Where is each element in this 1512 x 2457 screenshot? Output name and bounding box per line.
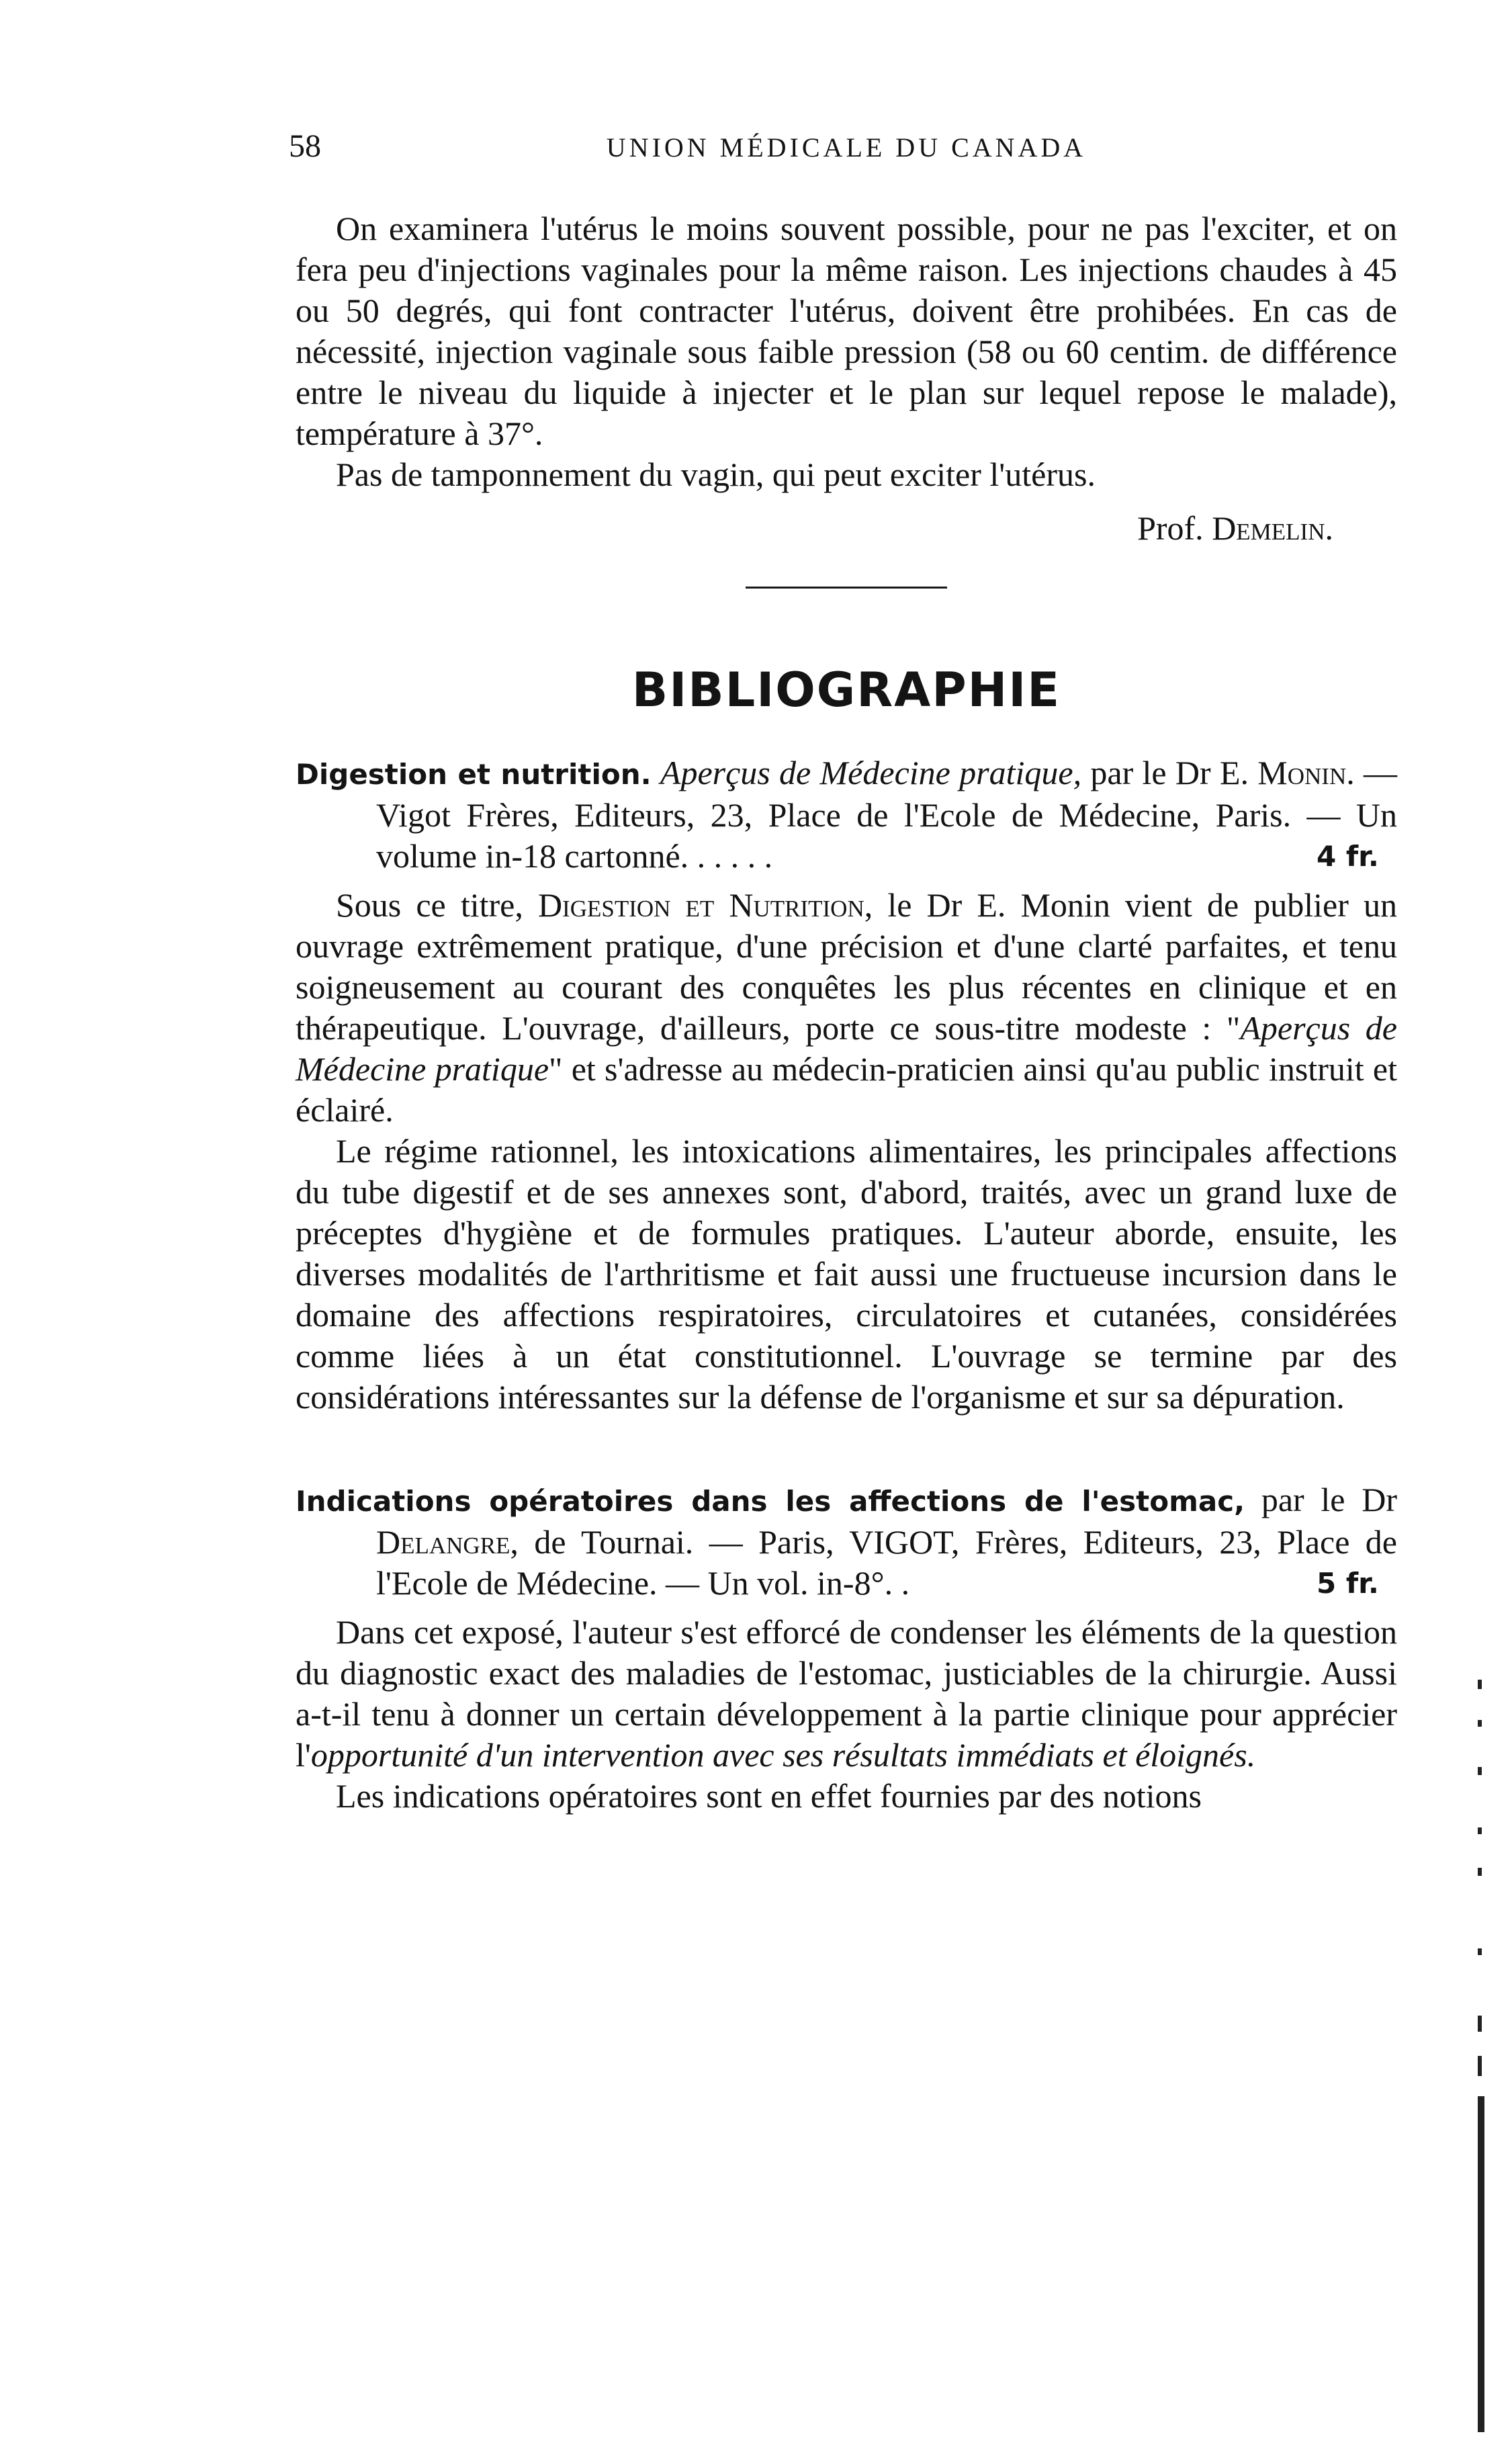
scan-mark [1478,1868,1482,1876]
section-heading: BIBLIOGRAPHIE [631,662,1061,718]
signature-name: Demelin. [1212,509,1333,547]
book-title: Indications opératoires dans les affections de l'estomac, [296,1485,1245,1518]
scan-mark [1478,2016,1482,2032]
review-paragraph: Les indications opératoires sont en effet fournies par des notions [336,1777,1202,1815]
author-name: Delangre, [376,1523,519,1561]
scan-edge [1478,2096,1484,2432]
book-subtitle: Aperçus de Médecine pratique, [660,754,1082,791]
paragraph: Pas de tamponnement du vagin, qui peut exciter l'utérus. [336,456,1096,493]
book-title: Digestion et nutrition. [296,758,652,791]
scan-mark [1478,1720,1482,1727]
review-emphasis: opportunité d'un intervention avec ses résultats immédiats et éloignés. [310,1736,1256,1774]
scan-mark [1478,2056,1482,2076]
review-text: le Dr E. Monin vient de publier un ouvrage extrêmement pratique, d'une précision et d'une clarté parfaites, et tenu soigneusement au courant des conquêtes les plus récentes en clinique et en thérapeutique. L'ouvrage, d'ailleurs, porte ce sous-titre modeste : " [296,886,1397,1047]
publisher-info: de Tournai. — Paris, VIGOT, Frères, Editeurs, 23, Place de l'Ecole de Médecine. — Un vol. in-8°. . [376,1523,1397,1602]
scan-mark [1478,1767,1482,1775]
scan-mark [1478,1948,1482,1955]
paragraph: On examinera l'utérus le moins souvent possible, pour ne pas l'exciter, et on fera peu d'injections vaginales pour la même raison. Les injections chaudes à 45 ou 50 degrés, qui font contracter l'utérus, doivent être prohibées. En cas de nécessité, injection vaginale sous faible pression (58 ou 60 centim. de différence entre le niveau du liquide à injecter et le plan sur lequel repose le malade), température à 37°. [296,210,1397,452]
bibliography-entry: Digestion et nutrition. Aperçus de Médecine pratique, par le Dr E. Monin. — Vigot Frères, Editeurs, 23, Place de l'Ecole de Médecine, Paris. — Un volume in-18 cartonné. . . . . . 4 fr. [296,754,1398,875]
bibliography-entry: Indications opératoires dans les affections de l'estomac, par le Dr Delangre, de Tournai. — Paris, VIGOT, Frères, Editeurs, 23, Place de l'Ecole de Médecine. — Un vol. in-8°. . 5 fr. [296,1481,1398,1602]
review-text: Sous ce titre, [336,886,523,924]
review-paragraph: Le régime rationnel, les intoxications alimentaires, les principales affections du tube digestif et de ses annexes sont, d'abord, traités, avec un grand luxe de préceptes d'hygiène et de formules pratiques. L'auteur aborde, ensuite, les diverses modalités de l'arthritisme et fait aussi une fructueuse incursion dans le domaine des affections respiratoires, circulatoires et cutanées, considérées comme liées à un état constitutionnel. L'ouvrage se termine par des considérations intéressantes sur la défense de l'organisme et sur sa dépuration. [296,1132,1397,1416]
signature-prefix: Prof. [1137,509,1204,547]
author-name: Monin. [1257,754,1355,791]
page-header [289,128,1404,168]
page-number: 58 [289,128,321,164]
scan-mark [1478,1827,1482,1834]
review-text: Dans cet exposé, l'auteur s'est efforcé de condenser les éléments de la question du diagnostic exact des maladies de l'estomac, justiciables de la chirurgie. Aussi a-t-il tenu à donner un certain développement à la partie clinique pour apprécier l' [296,1613,1397,1774]
author-signature [296,509,1397,548]
author-prefix: par le Dr [1261,1481,1398,1518]
author-prefix: par le Dr E. [1090,754,1249,791]
review-subtitle: Aperçus de Médecine pratique [296,1009,1397,1088]
review-paragraph [296,1612,1397,1776]
text-column [296,208,1397,1817]
review-paragraph [296,885,1397,1131]
scan-mark [1478,1680,1482,1689]
review-text: " et s'adresse au médecin-praticien ainsi qu'au public instruit et éclairé. [296,1050,1397,1129]
running-title: UNION MÉDICALE DU CANADA [606,132,1087,163]
section-divider [746,587,947,589]
publisher-info: — Vigot Frères, Editeurs, 23, Place de l'Ecole de Médecine, Paris. — Un volume in-18 cartonné. . . . . . [376,754,1398,875]
review-book-title: Digestion et Nutrition, [537,886,873,924]
